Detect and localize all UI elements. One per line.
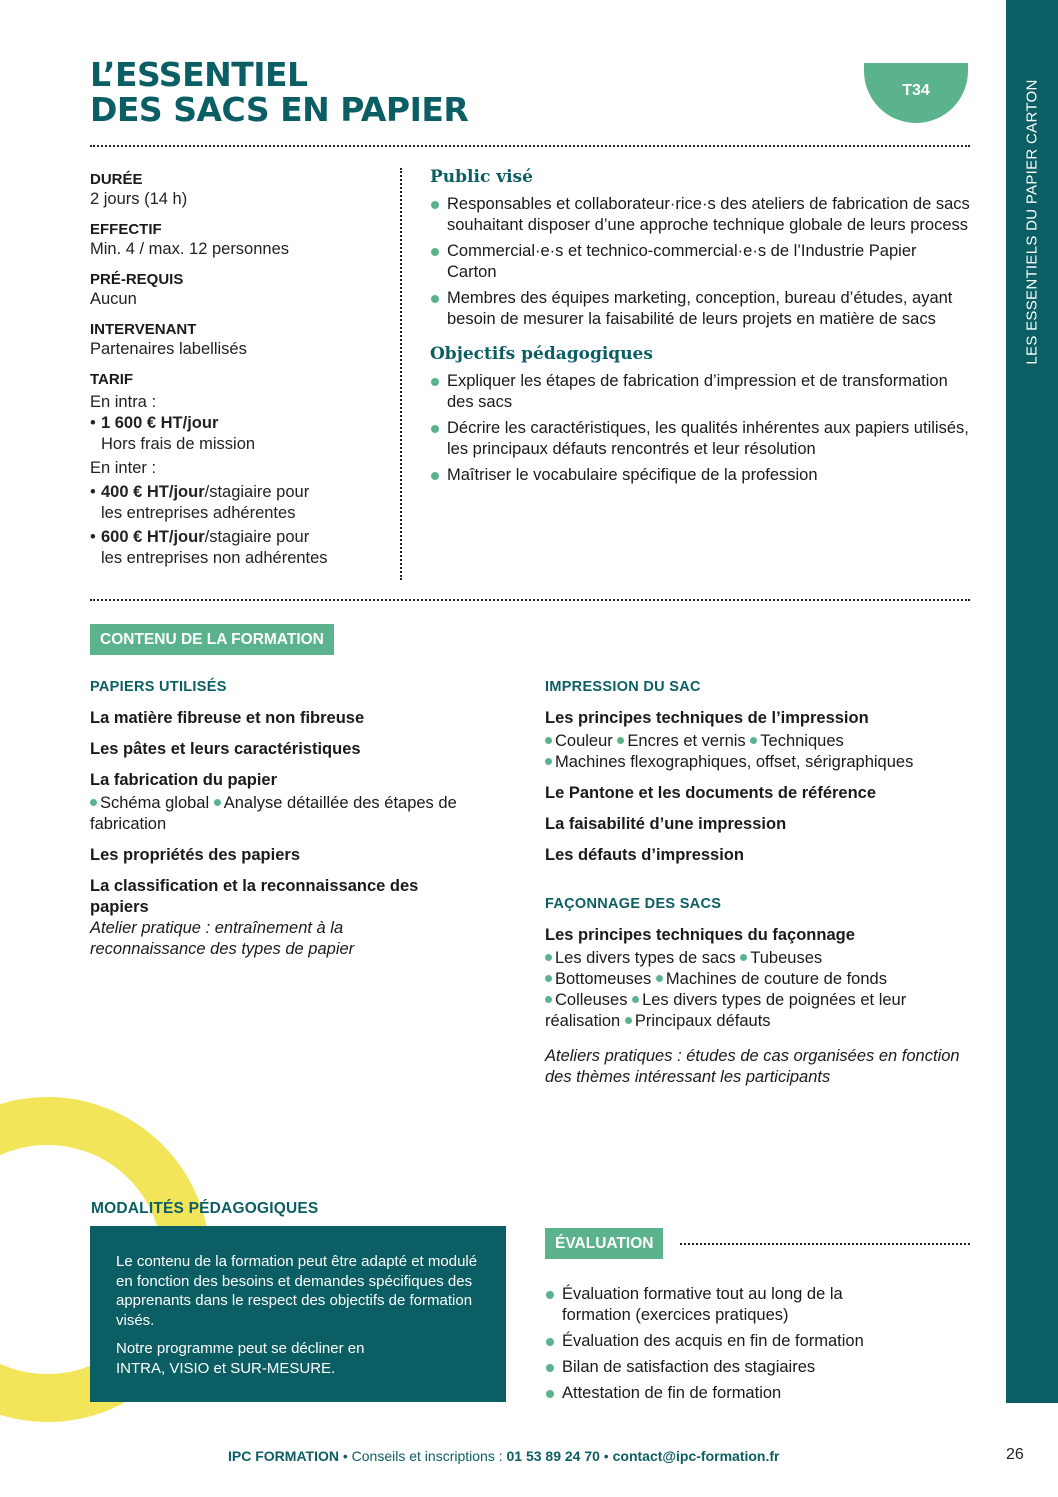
subitem: Principaux défauts	[634, 1012, 771, 1030]
intra-price-value: 1 600 € HT/jour	[101, 414, 219, 432]
impression-topic: Les principes techniques de l’impression	[545, 709, 869, 727]
papiers-topic-group	[90, 770, 510, 835]
bullet-dot	[632, 996, 639, 1003]
intra-note: Hors frais de mission	[101, 435, 256, 453]
bullet-dot	[750, 737, 757, 744]
page-number: 26	[1006, 1446, 1024, 1463]
bullet-dot	[625, 1017, 632, 1024]
evaluation-item: Attestation de fin de formation	[545, 1383, 945, 1404]
impression-topic: Le Pantone et les documents de référence	[545, 784, 877, 802]
footer	[228, 1448, 780, 1464]
impression-topic: Les défauts d’impression	[545, 846, 744, 864]
subitem: Encres et vernis	[627, 732, 746, 750]
public-objectives	[430, 167, 970, 491]
title-line-2: DES SACS EN PAPIER	[90, 90, 469, 129]
papiers-topic: Les pâtes et leurs caractéristiques	[90, 740, 361, 758]
footer-email[interactable]: contact@ipc-formation.fr	[612, 1448, 780, 1464]
divider-middle	[90, 599, 970, 601]
intervenant-label: INTERVENANT	[90, 321, 197, 338]
inter-price-non-adherent-unit: /stagiaire pour	[204, 528, 310, 546]
title-line-1: L’ESSENTIEL	[90, 55, 308, 94]
impression-section	[545, 677, 975, 876]
evaluation-section	[545, 1284, 945, 1409]
inter-price-adherent-note: les entreprises adhérentes	[101, 504, 296, 522]
intervenant-value: Partenaires labellisés	[90, 340, 247, 358]
objectif-item: Décrire les caractéristiques, les qualités inhérentes aux papiers utilisés, les principaux défauts rencontrés et leur résolution	[430, 418, 970, 460]
evaluation-item: Évaluation formative tout au long de la formation (exercices pratiques)	[545, 1284, 885, 1326]
subitem: Les divers types de sacs	[555, 949, 736, 967]
modalites-box	[90, 1226, 506, 1402]
inter-price-non-adherent-value: 600 € HT/jour	[101, 528, 205, 546]
public-heading: Public visé	[430, 167, 533, 187]
public-item: Responsables et collaborateur·rice·s des ateliers de fabrication de sacs souhaitant disposer d’une approche technique globale de leurs process	[430, 194, 970, 236]
subitem: Bottomeuses	[555, 970, 652, 988]
subitem: Les divers types de poignées et leur réalisation	[545, 991, 907, 1030]
impression-topic-group	[545, 708, 975, 773]
impression-subitems	[545, 731, 975, 752]
papiers-topic: La classification et la reconnaissance des papiers	[90, 877, 419, 916]
inter-label: En inter :	[90, 459, 157, 477]
modalites-paragraph: Le contenu de la formation peut être adapté et modulé en fonction des besoins et demandes spécifiques des apprenants dans le respect des objectifs de formation visés.	[116, 1253, 478, 1329]
footer-org: IPC FORMATION	[228, 1448, 339, 1464]
subitem: Colleuses	[555, 991, 628, 1009]
bullet-dot	[617, 737, 624, 744]
modalites-paragraph: Notre programme peut se décliner en INTRA, VISIO et SUR-MESURE.	[116, 1340, 365, 1377]
faconnage-atelier: Ateliers pratiques : études de cas organisées en fonction des thèmes intéressant les participants	[545, 1047, 960, 1086]
subitem: Techniques	[760, 732, 844, 750]
inter-price-non-adherent	[90, 527, 390, 548]
evaluation-list	[545, 1284, 945, 1404]
evaluation-divider	[680, 1243, 970, 1245]
effectif-label: EFFECTIF	[90, 221, 162, 238]
footer-phone[interactable]: 01 53 89 24 70	[506, 1448, 600, 1464]
public-item: Membres des équipes marketing, conception, bureau d’études, ayant besoin de mesurer la faisabilité de leurs projets en matière de sacs	[430, 288, 970, 330]
objectifs-list	[430, 371, 970, 486]
papiers-topic: Les propriétés des papiers	[90, 846, 300, 864]
faconnage-subitems	[545, 948, 975, 969]
course-code-tab	[864, 63, 968, 123]
bullet-dot	[740, 954, 747, 961]
duree-value: 2 jours (14 h)	[90, 190, 188, 208]
intra-price	[90, 413, 390, 434]
public-item: Commercial·e·s et technico-commercial·e·s de l’Industrie Papier Carton	[430, 241, 970, 283]
modalites-heading: MODALITÉS PÉDAGOGIQUES	[91, 1200, 319, 1217]
inter-price-non-adherent-note: les entreprises non adhérentes	[101, 549, 328, 567]
papiers-subitems	[90, 793, 510, 835]
faconnage-topic-group	[545, 925, 975, 1032]
footer-separator: •	[338, 1448, 352, 1464]
evaluation-item: Évaluation des acquis en fin de formation	[545, 1331, 945, 1352]
public-list	[430, 194, 970, 330]
subitem: Tubeuses	[750, 949, 823, 967]
evaluation-item: Bilan de satisfaction des stagiaires	[545, 1357, 945, 1378]
bullet-dot	[90, 799, 97, 806]
bullet-dot	[545, 996, 552, 1003]
bullet-dot	[545, 954, 552, 961]
papiers-topic: La matière fibreuse et non fibreuse	[90, 709, 365, 727]
course-info	[90, 170, 390, 569]
impression-topic: La faisabilité d’une impression	[545, 815, 787, 833]
bullet-dot	[214, 799, 221, 806]
prerequis-value: Aucun	[90, 290, 137, 308]
side-band-label: LES ESSENTIELS DU PAPIER CARTON	[1023, 79, 1041, 365]
intra-label: En intra :	[90, 393, 157, 411]
divider-top	[90, 145, 970, 147]
subitem: Machines flexographiques, offset, sérigraphiques	[555, 753, 914, 771]
papiers-heading: PAPIERS UTILISÉS	[90, 679, 227, 695]
subitem: Analyse détaillée des étapes de fabrication	[90, 794, 457, 833]
divider-vertical	[400, 168, 402, 580]
tarif-label: TARIF	[90, 371, 134, 388]
duree-label: DURÉE	[90, 171, 143, 188]
inter-price-adherent-unit: /stagiaire pour	[204, 483, 310, 501]
faconnage-topic: Les principes techniques du façonnage	[545, 926, 855, 944]
objectif-item: Maîtriser le vocabulaire spécifique de la profession	[430, 465, 970, 486]
evaluation-badge: ÉVALUATION	[545, 1228, 663, 1259]
contenu-badge: CONTENU DE LA FORMATION	[90, 624, 334, 655]
footer-separator: •	[599, 1448, 613, 1464]
footer-label: Conseils et inscriptions :	[351, 1448, 507, 1464]
faconnage-section	[545, 894, 975, 1088]
inter-price-adherent	[90, 482, 390, 503]
subitem: Schéma global	[100, 794, 210, 812]
subitem: Machines de couture de fonds	[665, 970, 887, 988]
effectif-value: Min. 4 / max. 12 personnes	[90, 240, 290, 258]
bullet-dot	[545, 737, 552, 744]
papiers-section	[90, 677, 510, 960]
subitem: Couleur	[555, 732, 613, 750]
bullet-dot	[545, 758, 552, 765]
bullet-dot	[545, 975, 552, 982]
page-title	[90, 57, 468, 127]
faconnage-heading: FAÇONNAGE DES SACS	[545, 896, 722, 912]
course-code: T34	[902, 82, 930, 99]
bullet-dot	[656, 975, 663, 982]
papiers-atelier: Atelier pratique : entraînement à la reconnaissance des types de papier	[90, 919, 355, 958]
impression-subitems	[545, 752, 975, 773]
prerequis-label: PRÉ-REQUIS	[90, 271, 184, 288]
objectif-item: Expliquer les étapes de fabrication d’impression et de transformation des sacs	[430, 371, 970, 413]
papiers-topic: La fabrication du papier	[90, 771, 278, 789]
faconnage-subitems	[545, 990, 975, 1032]
inter-price-adherent-value: 400 € HT/jour	[101, 483, 205, 501]
objectifs-heading: Objectifs pédagogiques	[430, 344, 653, 364]
faconnage-subitems	[545, 969, 975, 990]
impression-heading: IMPRESSION DU SAC	[545, 679, 701, 695]
